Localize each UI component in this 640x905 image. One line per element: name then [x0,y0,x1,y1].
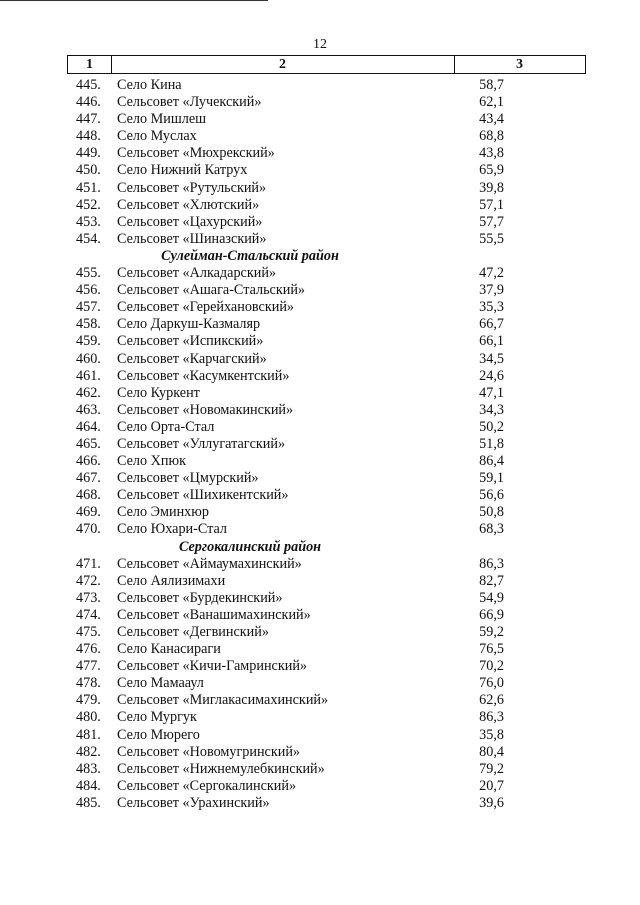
table-row [0,214,640,231]
row-value: 86,3 [479,709,504,726]
row-name: Село Мишлеш [117,111,207,128]
row-name: Сельсовет «Цахурский» [117,213,263,230]
row-name: Сельсовет «Герейхановский» [117,299,295,316]
table-row [0,282,640,299]
row-value: 39,6 [479,794,504,811]
row-value: 47,2 [479,265,504,282]
table-row [0,590,640,607]
row-name: Сельсовет «Лучекский» [117,94,262,111]
row-name: Сельсовет «Хлютский» [117,196,260,213]
row-value: 86,3 [479,555,504,572]
row-value: 66,9 [479,606,504,623]
row-value: 66,1 [479,333,504,350]
row-value: 76,0 [479,675,504,692]
table-row [0,573,640,590]
row-name: Сельсовет «Касумкентский» [117,367,290,384]
table-row [0,162,640,179]
row-number: 445. [76,77,101,93]
table-row [0,504,640,521]
row-name: Село Нижний Катрух [117,162,248,179]
row-value: 62,1 [479,94,504,111]
row-number: 485. [76,794,101,811]
row-value: 37,9 [479,282,504,299]
row-name: Сельсовет «Цмурский» [117,470,259,487]
table-row [0,556,640,573]
table-row [0,778,640,795]
row-value: 79,2 [479,760,504,777]
row-value: 50,2 [479,418,504,435]
section-title: Сергокалинский район [178,538,322,555]
row-number: 450. [76,162,101,179]
row-name: Сельсовет «Карчагский» [117,350,267,367]
table-row [0,419,640,436]
table-row [0,351,640,368]
table-row [0,624,640,641]
row-name: Сельсовет «Сергокалинский» [117,777,297,794]
row-number: 457. [76,299,101,316]
row-number: 481. [76,726,101,743]
row-value: 65,9 [479,162,504,179]
row-number: 473. [76,589,101,606]
row-name: Сельсовет «Шихикентский» [117,487,289,504]
table-row [0,744,640,761]
row-number: 455. [76,265,101,282]
table-row [0,675,640,692]
row-value: 82,7 [479,572,504,589]
row-value: 51,8 [479,435,504,452]
row-number: 447. [76,111,101,128]
row-number: 451. [76,179,101,196]
row-number: 471. [76,555,101,572]
row-number: 466. [76,453,101,470]
row-number: 480. [76,709,101,726]
row-name: Сельсовет «Аймаумахинский» [117,555,302,572]
row-name: Сельсовет «Новомакинский» [117,401,294,418]
row-value: 68,3 [479,521,504,538]
row-number: 476. [76,641,101,658]
row-name: Сельсовет «Рутульский» [117,179,267,196]
row-value: 47,1 [479,384,504,401]
page-number: 12 [313,37,327,52]
row-number: 449. [76,145,101,162]
row-name: Село Хпюк [117,453,186,470]
row-number: 452. [76,196,101,213]
row-number: 482. [76,743,101,760]
table-row [0,128,640,145]
row-name: Село Кина [117,77,182,93]
row-name: Село Куркент [117,384,200,401]
table-row [0,385,640,402]
table-header [67,55,586,74]
row-value: 39,8 [479,179,504,196]
row-name: Село Аялизимахи [117,572,226,589]
section-heading [0,248,640,265]
table-row [0,299,640,316]
table-body [0,77,640,812]
row-number: 461. [76,367,101,384]
top-rule [0,0,268,1]
row-value: 34,3 [479,401,504,418]
row-name: Село Канасираги [117,641,221,658]
table-row [0,607,640,624]
table-row [0,641,640,658]
row-name: Село Мамааул [117,675,204,692]
row-name: Сельсовет «Мюхрекский» [117,145,275,162]
table-row [0,453,640,470]
row-name: Сельсовет «Дегвинский» [117,624,269,640]
row-number: 463. [76,401,101,418]
row-name: Сельсовет «Уллугатагский» [117,435,286,452]
row-number: 469. [76,504,101,521]
table-row [0,180,640,197]
row-name: Село Юхари-Стал [117,521,228,538]
row-name: Сельсовет «Ашага-Стальский» [117,282,306,299]
row-name: Сельсовет «Кичи-Гамринский» [117,658,308,675]
row-value: 62,6 [479,692,504,709]
row-value: 76,5 [479,641,504,658]
row-value: 59,1 [479,470,504,487]
row-number: 484. [76,777,101,794]
row-value: 57,7 [479,213,504,230]
section-title: Сулейман-Стальский район [161,247,339,264]
row-name: Сельсовет «Урахинский» [117,794,270,811]
row-name: Сельсовет «Нижнемулебкинский» [117,760,325,777]
row-name: Сельсовет «Шиназский» [117,230,267,247]
table-row [0,197,640,214]
row-name: Сельсовет «Новомугринский» [117,743,301,760]
row-value: 86,4 [479,453,504,470]
row-name: Сельсовет «Миглакасимахинский» [117,692,329,709]
row-number: 465. [76,435,101,452]
row-value: 43,8 [479,145,504,162]
row-number: 472. [76,572,101,589]
section-heading [0,539,640,556]
table-row [0,436,640,453]
row-value: 70,2 [479,658,504,675]
table-row [0,333,640,350]
table-row [0,470,640,487]
row-number: 475. [76,624,101,640]
row-value: 50,8 [479,504,504,521]
row-name: Село Орта-Стал [117,418,215,435]
row-number: 468. [76,487,101,504]
table-row [0,658,640,675]
row-number: 478. [76,675,101,692]
row-value: 24,6 [479,367,504,384]
table-row [0,368,640,385]
row-value: 55,5 [479,230,504,247]
row-value: 54,9 [479,589,504,606]
row-value: 80,4 [479,743,504,760]
row-value: 35,3 [479,299,504,316]
row-name: Село Мюрего [117,726,200,743]
row-name: Сельсовет «Испикский» [117,333,264,350]
row-number: 464. [76,418,101,435]
row-number: 448. [76,128,101,145]
table-row [0,795,640,812]
row-number: 459. [76,333,101,350]
table-row [0,402,640,419]
row-number: 470. [76,521,101,538]
table-row [0,761,640,778]
row-number: 483. [76,760,101,777]
row-number: 462. [76,384,101,401]
table-row [0,521,640,538]
row-value: 43,4 [479,111,504,128]
row-number: 458. [76,316,101,333]
table-row [0,487,640,504]
row-number: 446. [76,94,101,111]
table-row [0,231,640,248]
row-name: Село Мургук [117,709,197,726]
table-row [0,145,640,162]
table-row [0,77,640,94]
row-value: 68,8 [479,128,504,145]
row-value: 35,8 [479,726,504,743]
row-name: Сельсовет «Алкадарский» [117,265,277,282]
row-number: 460. [76,350,101,367]
table-row [0,692,640,709]
header-col-1: 1 [68,56,112,73]
row-value: 66,7 [479,316,504,333]
row-name: Село Эминхюр [117,504,209,521]
row-number: 474. [76,606,101,623]
table-row [0,727,640,744]
header-col-2: 2 [111,56,455,73]
row-value: 58,7 [479,77,504,93]
row-name: Село Даркуш-Казмаляр [117,316,261,333]
row-number: 453. [76,213,101,230]
table-row [0,709,640,726]
row-number: 477. [76,658,101,675]
row-value: 59,2 [479,624,504,640]
row-number: 479. [76,692,101,709]
table-row [0,265,640,282]
row-name: Село Муслах [117,128,197,145]
row-value: 34,5 [479,350,504,367]
row-number: 454. [76,230,101,247]
row-value: 57,1 [479,196,504,213]
row-value: 20,7 [479,777,504,794]
table-row [0,316,640,333]
row-number: 467. [76,470,101,487]
header-col-3: 3 [516,57,523,72]
table-row [0,94,640,111]
row-name: Сельсовет «Бурдекинский» [117,589,283,606]
row-number: 456. [76,282,101,299]
row-value: 56,6 [479,487,504,504]
table-row [0,111,640,128]
row-name: Сельсовет «Ванашимахинский» [117,606,311,623]
